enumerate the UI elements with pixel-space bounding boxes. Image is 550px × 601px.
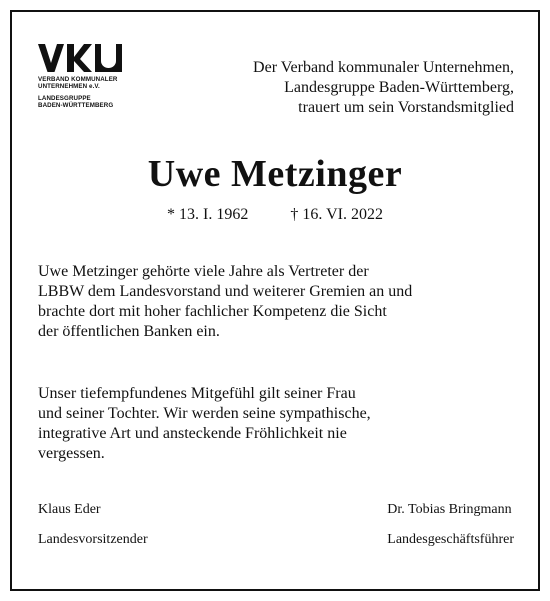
logo-line: BADEN-WÜRTTEMBERG: [38, 102, 114, 110]
organization-intro: [253, 58, 514, 118]
vku-logo-mark: [38, 44, 148, 72]
vku-logo: [38, 44, 148, 110]
text-line: LBBW dem Landesvorstand und weiterer Gremien an und: [38, 283, 413, 300]
deceased-name: Uwe Metzinger: [147, 153, 403, 195]
signatory-name: Klaus Eder: [38, 502, 101, 517]
intro-line: Der Verband kommunaler Unternehmen,: [253, 59, 514, 76]
text-line: vergessen.: [38, 445, 105, 462]
signatory-role: Landesgeschäftsführer: [387, 532, 514, 547]
signature-right: [387, 502, 514, 548]
text-line: integrative Art und ansteckende Fröhlichkeit nie: [38, 425, 347, 442]
condolence-paragraph: [38, 384, 518, 464]
signatory-role: Landesvorsitzender: [38, 532, 148, 547]
text-line: Uwe Metzinger gehörte viele Jahre als Vertreter der: [38, 263, 369, 280]
text-line: und seiner Tochter. Wir werden seine sympathische,: [38, 405, 371, 422]
text-line: Unser tiefempfundenes Mitgefühl gilt seiner Frau: [38, 385, 356, 402]
logo-line: UNTERNEHMEN e.V.: [38, 83, 100, 91]
signatory-name: Dr. Tobias Bringmann: [387, 502, 512, 517]
text-line: der öffentlichen Banken ein.: [38, 323, 220, 340]
vku-logo-icon: [38, 44, 122, 72]
text-line: brachte dort mit hoher fachlicher Kompetenz die Sicht: [38, 303, 387, 320]
life-dates: [0, 206, 550, 224]
intro-line: Landesgruppe Baden-Württemberg,: [284, 79, 514, 96]
signature-left: [38, 502, 148, 548]
tribute-paragraph: [38, 262, 518, 342]
birth-date: * 13. I. 1962: [167, 206, 249, 223]
intro-line: trauert um sein Vorstandsmitglied: [298, 99, 514, 116]
logo-line: VERBAND KOMMUNALER: [38, 76, 118, 83]
logo-line: LANDESGRUPPE: [38, 94, 91, 102]
death-date: † 16. VI. 2022: [290, 206, 383, 223]
